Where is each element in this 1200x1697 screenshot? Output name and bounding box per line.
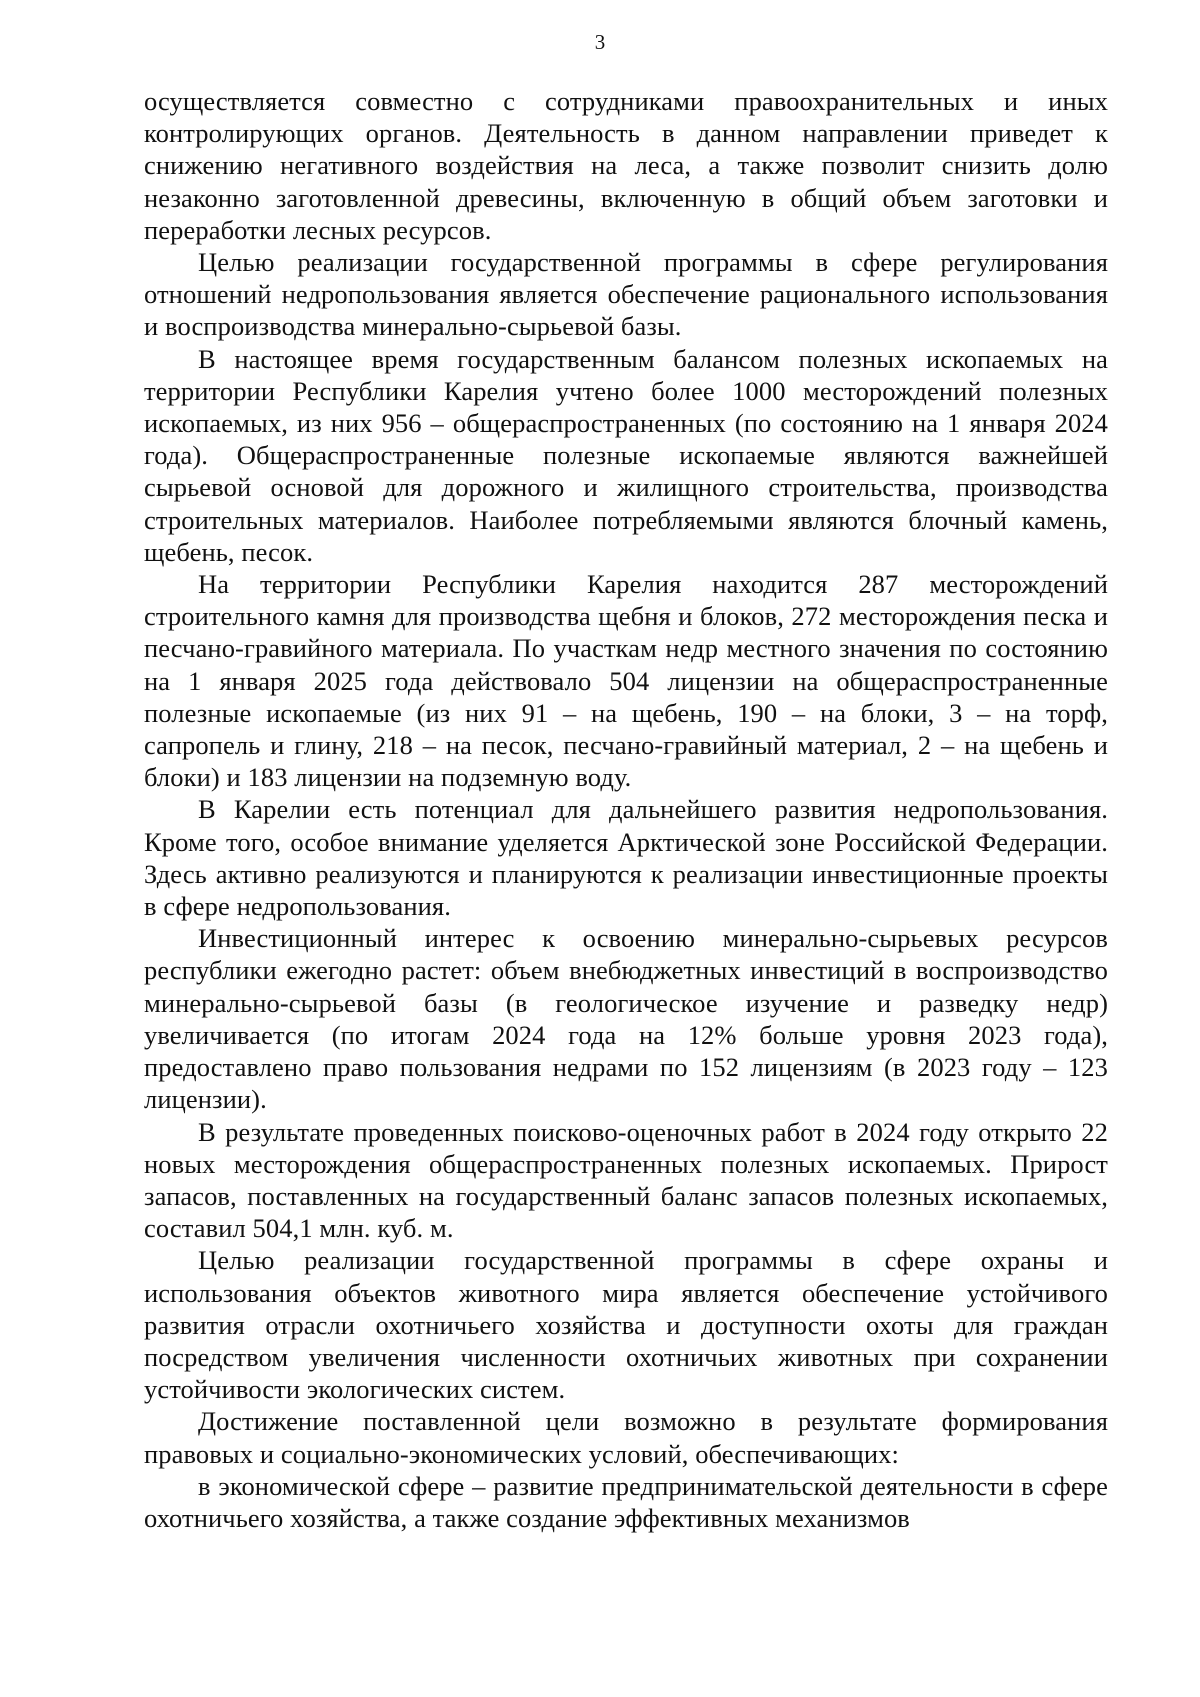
paragraph-continuation: осуществляется совместно с сотрудниками правоохранительных и иных контролирующих органов. Деятельность в данном направлении приведет к снижению негативного воздействия на леса, а также позволит снизить долю незаконно заготовленной древесины, включенную в общий объем заготовки и переработки лесных ресурсов. (144, 86, 1108, 245)
paragraph-mineral-balance: В настоящее время государственным балансом полезных ископаемых на территории Республики Карелия учтено более 1000 месторождений полезных ископаемых, из них 956 – общераспространенных (по состоянию на 1 января 2024 года). Общераспространенные полезные ископаемые являются важнейшей сырьевой основой для дорожного и жилищного строительства, производства строительных материалов. Наиболее потребляемыми являются блочный камень, щебень, песок. (144, 343, 1108, 567)
paragraph-arctic-zone: В Карелии есть потенциал для дальнейшего развития недропользования. Кроме того, особое внимание уделяется Арктической зоне Российской Федерации. Здесь активно реализуются и планируются к реализации инвестиционные проекты в сфере недропользования. (144, 794, 1108, 922)
paragraph-goal-conditions: Достижение поставленной цели возможно в результате формирования правовых и социально-экономических условий, обеспечивающих: (144, 1406, 1108, 1469)
document-body (144, 85, 1108, 1534)
paragraph-wildlife-goal: Целью реализации государственной программы в сфере охраны и использования объектов животного мира является обеспечение устойчивого развития отрасли охотничьего хозяйства и доступности охоты для граждан посредством увеличения численности охотничьих животных при сохранении устойчивости экологических систем. (144, 1245, 1108, 1405)
page-number: 3 (594, 30, 606, 54)
paragraph-exploration-results: В результате проведенных поисково-оценочных работ в 2024 году открыто 22 новых месторождения общераспространенных полезных ископаемых. Прирост запасов, поставленных на государственный баланс запасов полезных ископаемых, составил 504,1 млн. куб. м. (144, 1116, 1108, 1244)
paragraph-investment-interest: Инвестиционный интерес к освоению минерально-сырьевых ресурсов республики ежегодно растет: объем внебюджетных инвестиций в воспроизводство минерально-сырьевой базы (в геологическое изучение и разведку недр) увеличивается (по итогам 2024 года на 12% больше уровня 2023 года), предоставлено право пользования недрами по 152 лицензиям (в 2023 году – 123 лицензии). (144, 923, 1108, 1115)
paragraph-deposits-licenses: На территории Республики Карелия находится 287 месторождений строительного камня для производства щебня и блоков, 272 месторождения песка и песчано-гравийного материала. По участкам недр местного значения по состоянию на 1 января 2025 года действовало 504 лицензии на общераспространенные полезные ископаемые (из них 91 – на щебень, 190 – на блоки, 3 – на торф, сапропель и глину, 218 – на песок, песчано-гравийный материал, 2 – на щебень и блоки) и 183 лицензии на подземную воду. (144, 569, 1108, 793)
paragraph-subsoil-goal: Целью реализации государственной программы в сфере регулирования отношений недропользования является обеспечение рационального использования и воспроизводства минерально-сырьевой базы. (144, 247, 1108, 342)
paragraph-economic-sphere: в экономической сфере – развитие предпринимательской деятельности в сфере охотничьего хозяйства, а также создание эффективных механизмов (144, 1470, 1108, 1533)
